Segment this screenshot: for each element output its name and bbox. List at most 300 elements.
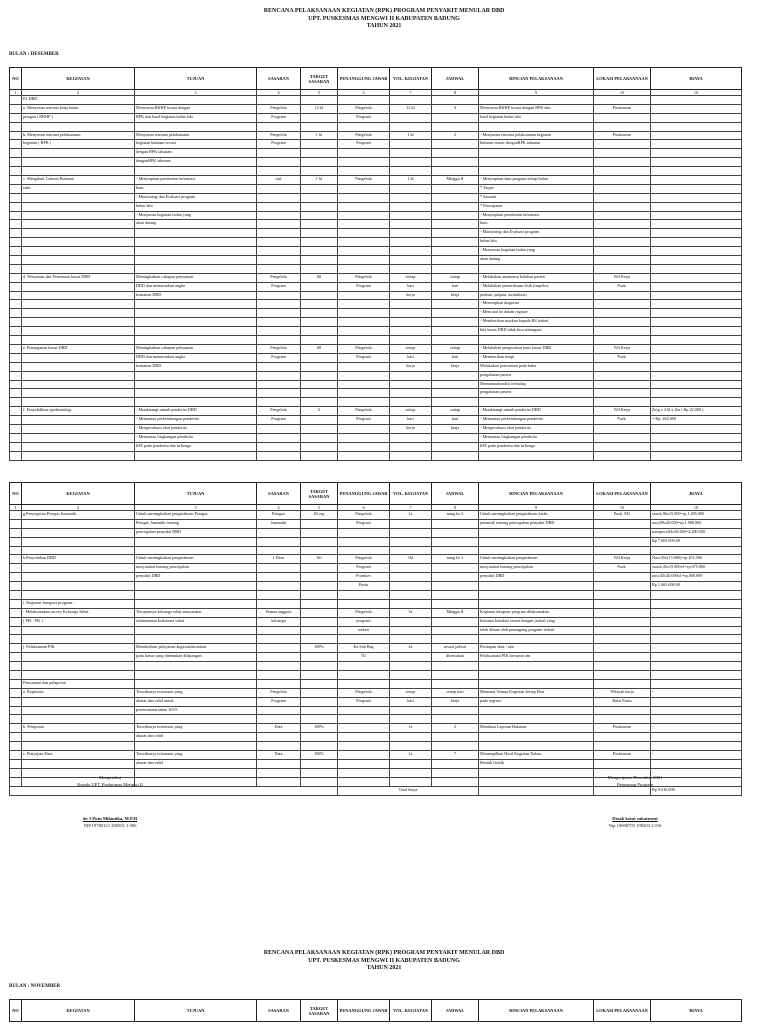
table-cell [594,528,651,537]
column-header: VOL. KEGIATAN [390,483,432,505]
table-cell: Puskesmas [594,751,651,760]
table-cell: Pengelola [338,688,390,697]
table-row [10,291,742,300]
table-cell [479,715,594,724]
table-cell: - Menyusun rencana pelaksanaan kegiatan [479,131,594,140]
column-number: 2 [22,505,135,511]
table-cell: terkait [338,626,390,635]
table-cell [594,617,651,626]
table-cell [10,113,22,122]
table-row [10,573,742,582]
table-cell [338,733,390,742]
table-cell [22,697,135,706]
column-number: 4 [257,90,301,96]
table-row [10,671,742,680]
table-cell [594,653,651,662]
table-cell: Pengelola [338,344,390,353]
table-cell [390,679,432,688]
table-cell: 1x [390,751,432,760]
table-cell [390,336,432,345]
table-cell: kerja [432,697,479,706]
table-cell [651,398,742,407]
table-cell [22,371,135,380]
table-row [10,715,742,724]
column-number: 10 [651,505,742,511]
table-cell [594,318,651,327]
table-cell [10,238,22,247]
table-cell [22,424,135,433]
table-cell [257,599,301,608]
table-cell [594,380,651,389]
table-cell [390,715,432,724]
table-cell: hari [432,353,479,362]
table-cell [651,282,742,291]
table-cell [390,247,432,256]
table-cell [594,599,651,608]
table-cell: Minggu II [432,176,479,185]
table-cell [432,336,479,345]
table-cell [338,715,390,724]
table-cell: 1 Desa [257,555,301,564]
table-cell [390,768,432,777]
table-cell [22,451,135,460]
table-cell [22,309,135,318]
table-cell [651,264,742,273]
table-cell: bersama Instalasi sesuai dengan jadwal yang [479,617,594,626]
table-cell [338,256,390,265]
table-cell [135,256,257,265]
column-number: 7 [390,505,432,511]
table-cell [10,442,22,451]
column-header: LOKASI PELAKSANAAN [594,483,651,505]
table-cell: Untuk meningkatkan pengetahuan [135,555,257,564]
table-cell [479,742,594,751]
table-cell [257,327,301,336]
table-cell [10,451,22,460]
table-cell: setiap [432,273,479,282]
table-cell [651,451,742,460]
table-cell [432,777,479,786]
table-cell [594,96,651,105]
table-row [10,184,742,193]
table-cell [301,318,338,327]
sig-left-line1: Mengetahui [99,775,121,780]
table-cell [338,362,390,371]
table-cell: Petugas Jumantik tentang [135,519,257,528]
table-cell [390,537,432,546]
table-cell [390,451,432,460]
table-cell [432,140,479,149]
table-cell: nasi;45x20.000x1=rp.900.000 [651,573,742,582]
table-cell [10,149,22,158]
table-cell [338,424,390,433]
table-cell: kegiatan bulanan sesuai [135,140,257,149]
table-cell [301,193,338,202]
table-cell [301,777,338,786]
table-cell [338,768,390,777]
table-cell [10,564,22,573]
table-cell [135,247,257,256]
table-cell [301,398,338,407]
table-cell [594,238,651,247]
table-cell [301,371,338,380]
table-cell [257,706,301,715]
table-cell: KIE pada penderita dan keluarga [135,442,257,451]
table-row [10,167,742,176]
table-cell [10,362,22,371]
table-cell [432,211,479,220]
table-cell [390,300,432,309]
table-cell [10,777,22,786]
table-cell: - Menyusun kegiatan bulan yang [135,211,257,220]
table-cell [22,546,135,555]
table-cell [22,564,135,573]
table-cell [257,380,301,389]
table-cell [10,715,22,724]
table-cell [10,122,22,131]
table-cell: - Memantau perkembangan penderita [135,416,257,425]
table-cell: Puskesmas [594,131,651,140]
table-cell [651,336,742,345]
table-row [10,380,742,389]
table-cell [651,599,742,608]
table-row [10,273,742,282]
table-cell [135,671,257,680]
table-row [10,220,742,229]
title-line: RENCANA PELAKSANAAN KEGIATAN (RPK) PROGRAM PENYAKIT MENULAR DBD [263,8,505,14]
table-cell: hari [390,282,432,291]
table-cell [390,309,432,318]
table-row [10,104,742,113]
table-cell [301,742,338,751]
table-cell: Untuk meningkatkan pengetahuan Petugas [135,511,257,520]
column-header: TARGET SASARAN [301,1000,338,1022]
table-cell: sesuai jadwal [432,644,479,653]
table-cell: - Memberikan terapi [479,353,594,362]
table-cell [10,555,22,564]
table-cell: setiap [390,688,432,697]
table-cell [651,371,742,380]
table-cell: tahis [22,184,135,193]
table-cell: Tersedianya informasi yang [135,688,257,697]
table-cell: - Mendatangi rumah penderita DBD [479,407,594,416]
table-cell [479,528,594,537]
doc-title-november [0,950,768,973]
table-cell [301,564,338,573]
table-cell: Rp 1.665.000.00 [651,582,742,591]
table-cell: Balai Pustu [594,697,651,706]
table-cell [594,184,651,193]
table-cell [594,759,651,768]
table-cell [432,451,479,460]
table-cell: Program [257,697,301,706]
table-cell [301,519,338,528]
table-cell [10,273,22,282]
table-cell: program [338,617,390,626]
table-cell [10,608,22,617]
table-cell [390,546,432,555]
column-number: 7 [390,90,432,96]
table-row [10,617,742,626]
table-cell [432,528,479,537]
table-cell [10,424,22,433]
column-number: 3 [135,505,257,511]
table-cell [432,626,479,635]
table-cell: DBD dan menurunkan angka [135,353,257,362]
table-cell [338,451,390,460]
table-cell [651,389,742,398]
table-cell [22,398,135,407]
table-cell: perencanaan tahun 2019. [135,706,257,715]
table-cell: f. Penyelidikan epidemiologi [22,407,135,416]
table-row [10,599,742,608]
table-cell [135,715,257,724]
table-cell [301,362,338,371]
column-header: KEGIATAN [22,1000,135,1022]
table-cell [651,424,742,433]
table-cell [651,202,742,211]
table-cell: i. Kegiatan Integrasi program : [22,599,135,608]
table-cell [10,635,22,644]
table-row [10,149,742,158]
table-cell [135,122,257,131]
table-cell: masyarakat tentang pencegahan [479,564,594,573]
title-line: UPT. PUSKESMAS MENGWI II KABUPATEN BADUNG [308,957,460,964]
table-cell [301,591,338,600]
table-cell [432,167,479,176]
table-cell [22,327,135,336]
table-cell [257,291,301,300]
table-cell: Rp 7.665.000.00 [651,537,742,546]
table-cell [432,256,479,265]
table-cell [651,104,742,113]
table-cell [301,442,338,451]
table-cell: Petugas [257,511,301,520]
table-cell: * Target [479,184,594,193]
table-cell [301,573,338,582]
sig-right-nip: Nip.19690705 199203 2 016 [608,822,662,828]
table-cell: - Monitoring dan Evaluasi program [479,229,594,238]
table-cell: c. Mengikuti Lokmin Bulanan [22,176,135,185]
table-cell [10,96,22,105]
table-cell: pada register [479,697,594,706]
table-cell [338,389,390,398]
table-cell [22,733,135,742]
table-row [10,176,742,185]
table-cell [594,591,651,600]
table-cell [301,537,338,546]
table-cell [338,380,390,389]
table-cell: Program [257,140,301,149]
table-cell [10,697,22,706]
table-cell [432,122,479,131]
table-cell: keluarga [257,617,301,626]
table-cell [22,282,135,291]
table-cell [390,264,432,273]
table-cell: b. Pelaporan [22,724,135,733]
table-cell [338,759,390,768]
table-cell: Puskesmas [594,104,651,113]
table-cell [135,679,257,688]
table-cell [10,336,22,345]
table-cell: j. Pelaksanaan PIK [22,644,135,653]
table-cell [651,742,742,751]
rpk-table-1 [9,67,742,461]
table-cell [301,122,338,131]
table-row [10,751,742,760]
table-cell [301,688,338,697]
table-cell: ming ke 2 [432,555,479,564]
table-cell [257,238,301,247]
table-cell [390,573,432,582]
table-cell [651,318,742,327]
table-cell: Zeig x 4 kl x 2hr ( Rp.22.000 ) [651,407,742,416]
table-cell [10,184,22,193]
table-cell: hari [432,416,479,425]
table-cell [594,644,651,653]
table-cell [301,416,338,425]
table-cell [301,264,338,273]
table-cell [10,309,22,318]
table-cell [338,546,390,555]
table-cell: Pusk. [594,564,651,573]
table-cell [22,742,135,751]
table-cell: Meningkatkan cakupan pelayanan [135,273,257,282]
table-cell [594,662,651,671]
table-cell [22,353,135,362]
table-cell [479,398,594,407]
table-row [10,229,742,238]
table-cell: Semua anggota [257,608,301,617]
table-cell [338,220,390,229]
table-cell [338,724,390,733]
column-header: KEGIATAN [22,68,135,90]
table-cell [338,229,390,238]
table-cell: Wil Kerja [594,273,651,282]
table-cell [135,229,257,238]
table-cell: baru [479,220,594,229]
column-header: LOKASI PELAKSANAAN [594,1000,651,1022]
table-cell [390,433,432,442]
table-cell: Wil Kerja [594,344,651,353]
column-number: 1 [10,90,22,96]
table-row [10,389,742,398]
table-cell [338,309,390,318]
table-cell [22,715,135,724]
table-cell [651,353,742,362]
table-cell [22,318,135,327]
table-cell [135,546,257,555]
column-number: 9 [479,90,594,96]
table-cell: Pengelola [257,407,301,416]
column-number: 6 [338,90,390,96]
table-row [10,282,742,291]
table-cell [257,229,301,238]
table-cell [594,537,651,546]
table-cell [651,176,742,185]
table-cell: 1x [390,511,432,520]
table-cell [257,564,301,573]
table-cell: pengobatan pasien [479,389,594,398]
table-row [10,546,742,555]
table-cell [594,671,651,680]
table-row [10,742,742,751]
table-cell: Bentuk Grafik [479,759,594,768]
table-cell [651,131,742,140]
table-cell [432,229,479,238]
table-cell: Memberikan pelayanan kegawatdaruratan [135,644,257,653]
column-header: PENANGGUNG JAWAB [338,1000,390,1022]
sig-left-line2: Kepala UPT. Puskesmas Mengwi II [77,781,143,787]
table-cell: Membuat Laporan Bulanan [479,724,594,733]
column-header: TUJUAN [135,483,257,505]
table-cell [651,256,742,265]
table-cell [301,96,338,105]
table-cell [390,211,432,220]
table-cell [390,442,432,451]
table-cell: Melakukan pencatatan pada buku [479,362,594,371]
table-cell: akurat dan valid untuk [135,697,257,706]
table-cell [594,733,651,742]
table-cell [301,662,338,671]
total-value: Rp.9.616.000 [651,786,742,795]
table-row [10,724,742,733]
table-cell [338,238,390,247]
table-cell: denganRPK tahunan [135,158,257,167]
table-cell: Pengelola [257,273,301,282]
table-cell [338,211,390,220]
table-cell [301,733,338,742]
table-cell: - Melakukan pengecekan jenis kasus DBD [479,344,594,353]
table-cell [432,389,479,398]
table-cell [594,608,651,617]
table-cell [10,202,22,211]
table-cell [432,546,479,555]
table-cell [390,759,432,768]
table-cell [594,291,651,300]
table-cell [651,140,742,149]
table-cell [22,706,135,715]
table-cell [651,193,742,202]
table-row [10,211,742,220]
table-cell [479,635,594,644]
table-row [10,309,742,318]
table-cell [651,220,742,229]
table-cell [301,653,338,662]
table-cell [432,318,479,327]
table-cell [390,653,432,662]
table-cell [257,193,301,202]
table-cell [22,336,135,345]
table-cell [10,573,22,582]
table-cell [301,528,338,537]
table-cell [135,599,257,608]
table-cell [338,247,390,256]
table-cell [594,309,651,318]
table-cell [22,389,135,398]
table-cell [301,309,338,318]
table-cell [390,122,432,131]
table-cell [10,511,22,520]
table-row [10,679,742,688]
table-cell [257,202,301,211]
table-cell [257,211,301,220]
table-cell [22,158,135,167]
table-cell [338,433,390,442]
table-cell: RPK dan hasil kegiatan bulan lalu [135,113,257,122]
table-cell [10,167,22,176]
column-number: 8 [432,505,479,511]
